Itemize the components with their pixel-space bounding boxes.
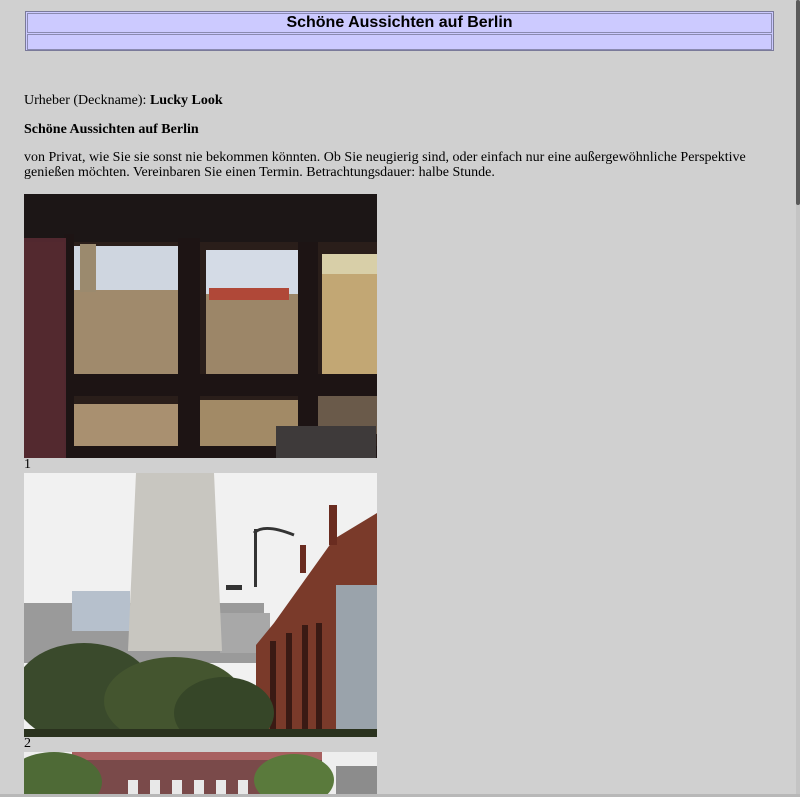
header-empty-row [27, 34, 772, 50]
page-title: Schöne Aussichten auf Berlin [27, 13, 772, 33]
scrollbar-thumb[interactable] [796, 0, 800, 205]
vertical-scrollbar[interactable] [796, 0, 800, 797]
author-name: Lucky Look [149, 93, 223, 108]
header-table [25, 11, 774, 51]
photo-tv-tower [24, 473, 377, 737]
photo-caption-2: 2 [24, 736, 31, 751]
photo-building-trees [24, 752, 377, 797]
photo-window-view [24, 194, 377, 458]
photo-caption-1: 1 [24, 457, 31, 472]
author-line [24, 93, 223, 109]
author-label: Urheber (Deckname): [24, 93, 147, 108]
offer-title: Schöne Aussichten auf Berlin [24, 122, 199, 137]
offer-description: von Privat, wie Sie sie sonst nie bekommen könnten. Ob Sie neugierig sind, oder einfach nur eine außergewöhnliche Perspektive genießen möchten. Vereinbaren Sie einen Termin. Betrachtungsdauer: halbe Stunde. [24, 150, 746, 180]
